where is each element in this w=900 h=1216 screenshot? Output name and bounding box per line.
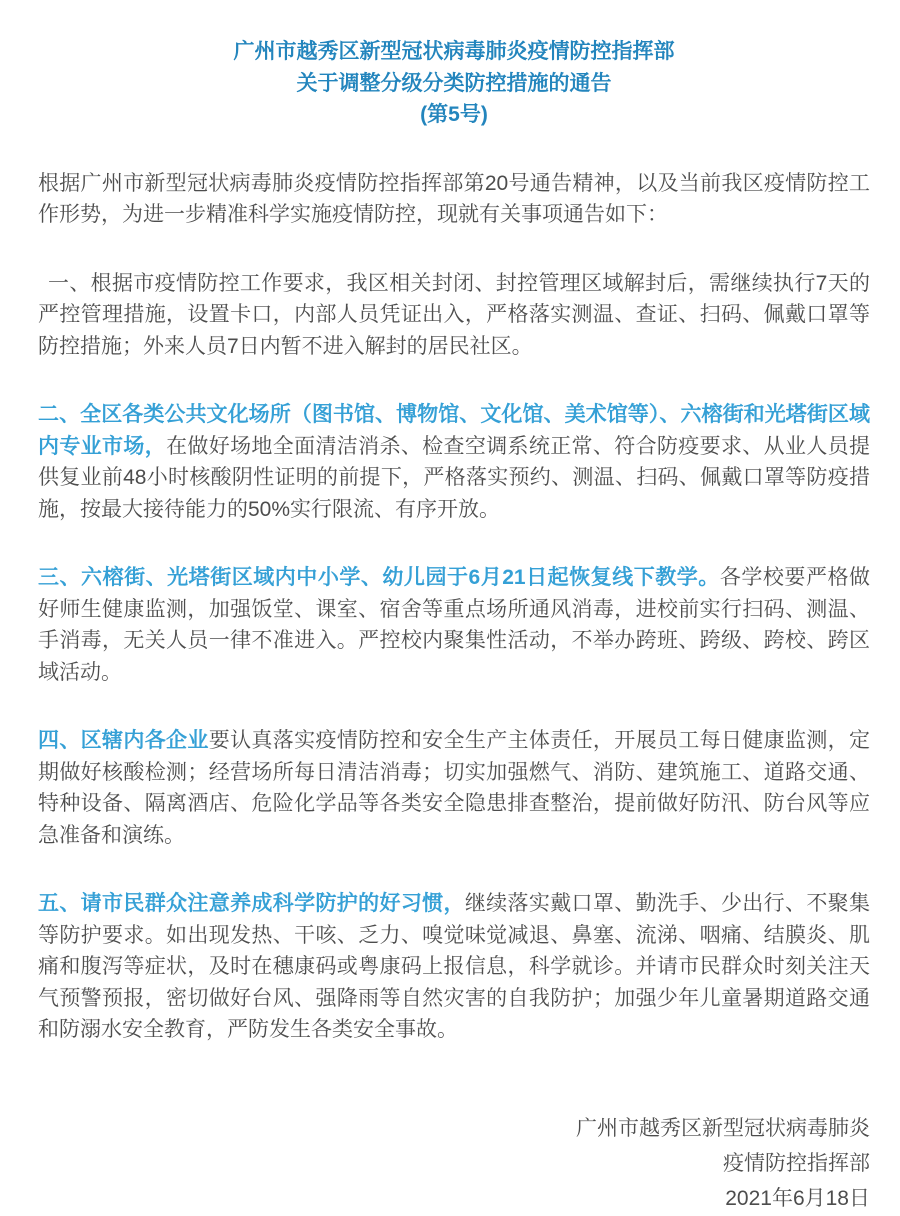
item-3-body: 各学校要严格做好师生健康监测，加强饭堂、课室、宿舍等重点场所通风消毒，进校前实行扫码、测温、手消毒，无关人员一律不准进入。严控校内聚集性活动，不举办跨班、跨级、跨校、跨区域活动。 [38,566,870,684]
signature-date: 2021年6月18日 [725,1186,870,1210]
item-2-paragraph [38,399,870,525]
item-1-paragraph: 一、根据市疫情防控工作要求，我区相关封闭、封控管理区域解封后，需继续执行7天的严控管理措施，设置卡口，内部人员凭证出入，严格落实测温、查证、扫码、佩戴口罩等防控措施；外来人员7日内暂不进入解封的居民社区。 [38,271,870,358]
item-4-paragraph [38,725,870,851]
item-5-paragraph [38,888,870,1046]
item-3-paragraph [38,562,870,688]
item-2-body: 在做好场地全面清洁消杀、检查空调系统正常、符合防疫要求、从业人员提供复业前48小时核酸阴性证明的前提下，严格落实预约、测温、扫码、佩戴口罩等防疫措施，按最大接待能力的50%实行限流、有序开放。 [38,434,871,521]
item-5-body: 继续落实戴口罩、勤洗手、少出行、不聚集等防护要求。如出现发热、干咳、乏力、嗅觉味觉减退、鼻塞、流涕、咽痛、结膜炎、肌痛和腹泻等症状，及时在穗康码或粤康码上报信息，科学就诊。并请市民群众时刻关注天气预警预报，密切做好台风、强降雨等自然灾害的自我防护；加强少年儿童暑期道路交通和防溺水安全教育，严防发生各类安全事故。 [38,892,870,1041]
notice-number: (第5号) [420,103,488,126]
notice-title-line1: 广州市越秀区新型冠状病毒肺炎疫情防控指挥部 [233,40,675,63]
notice-title [38,36,870,131]
signature-block [38,1111,870,1216]
item-3-lead: 三、六榕街、光塔街区域内中小学、幼儿园于6月21日起恢复线下教学。 [38,566,720,589]
item-5-lead: 五、请市民群众注意养成科学防护的好习惯， [38,892,465,915]
item-4-body: 要认真落实疫情防控和安全生产主体责任，开展员工每日健康监测，定期做好核酸检测；经营场所每日清洁消毒；切实加强燃气、消防、建筑施工、道路交通、特种设备、隔离酒店、危险化学品等各类安全隐患排查整治，提前做好防汛、防台风等应急准备和演练。 [38,729,871,847]
notice-title-line2: 关于调整分级分类防控措施的通告 [296,71,612,95]
item-4-lead: 四、区辖内各企业 [38,729,209,752]
signature-org-line2: 疫情防控指挥部 [723,1151,870,1175]
item-2-lead: 二、全区各类公共文化场所（图书馆、博物馆、文化馆、美术馆等）、六榕街和光塔街区域内专业市场， [38,403,870,458]
signature-org-line1: 广州市越秀区新型冠状病毒肺炎 [576,1116,870,1140]
intro-paragraph: 根据广州市新型冠状病毒肺炎疫情防控指挥部第20号通告精神，以及当前我区疫情防控工作形势，为进一步精准科学实施疫情防控，现就有关事项通告如下： [38,171,870,226]
